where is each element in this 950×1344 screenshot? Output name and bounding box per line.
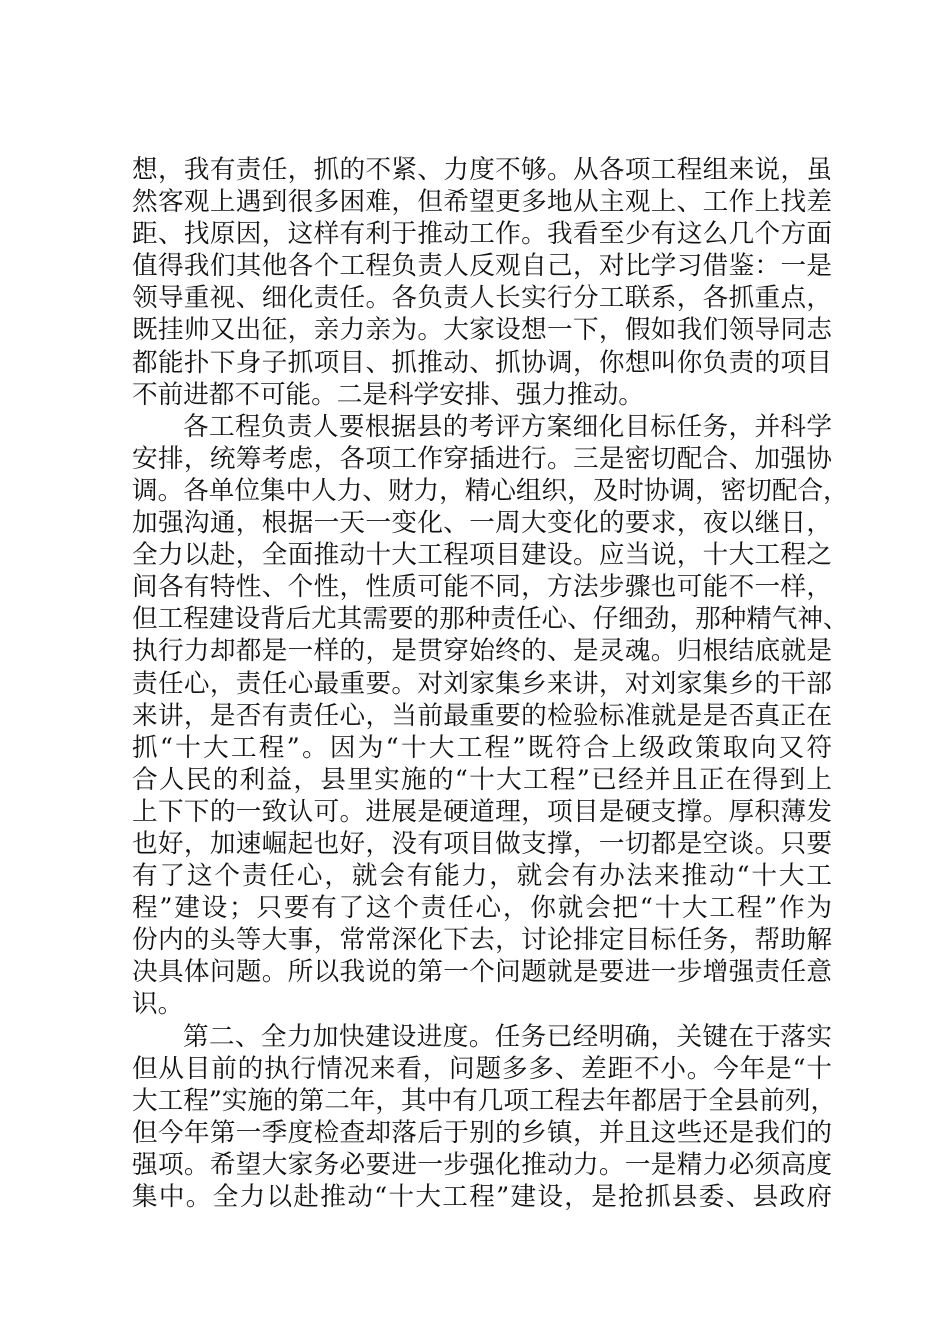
text-line: 但从目前的执行情况来看，问题多多、差距不小。今年是“十 <box>132 1053 832 1084</box>
text-line: 决具体问题。所以我说的第一个问题就是要进一步增强责任意 <box>132 957 832 988</box>
text-line: 不前进都不可能。二是科学安排、强力推动。 <box>132 379 644 410</box>
text-line: 份内的头等大事，常常深化下去，讨论排定目标任务，帮助解 <box>132 925 832 956</box>
text-line: 来讲，是否有责任心，当前最重要的检验标准就是是否真正在 <box>132 700 832 731</box>
text-line: 有了这个责任心，就会有能力，就会有办法来推动“十大工 <box>132 861 832 892</box>
text-line: 合人民的利益，县里实施的“十大工程”已经并且正在得到上 <box>132 764 832 795</box>
text-line: 间各有特性、个性，性质可能不同，方法步骤也可能不一样， <box>132 572 832 603</box>
text-line: 但今年第一季度检查却落后于别的乡镇，并且这些还是我们的 <box>132 1117 832 1148</box>
paragraph-start-line: 第二、全力加快建设进度。任务已经明确，关键在于落实 <box>183 1021 832 1052</box>
text-line: 全力以赴，全面推动十大工程项目建设。应当说，十大工程之 <box>132 540 832 571</box>
text-line: 值得我们其他各个工程负责人反观自己，对比学习借鉴：一是 <box>132 251 832 282</box>
text-line: 抓“十大工程”。因为“十大工程”既符合上级政策取向又符 <box>132 732 832 763</box>
text-line: 领导重视、细化责任。各负责人长实行分工联系，各抓重点， <box>132 283 832 314</box>
text-line: 大工程”实施的第二年，其中有几项工程去年都居于全县前列， <box>132 1085 837 1116</box>
text-line: 调。各单位集中人力、财力，精心组织，及时协调，密切配合， <box>132 475 849 506</box>
text-line: 然客观上遇到很多困难，但希望更多地从主观上、工作上找差 <box>132 187 832 218</box>
text-line: 加强沟通，根据一天一变化、一周大变化的要求，夜以继日， <box>132 508 832 539</box>
text-line: 识。 <box>132 989 184 1020</box>
text-line: 距、找原因，这样有利于推动工作。我看至少有这么几个方面 <box>132 219 832 250</box>
text-line: 程”建设；只要有了这个责任心，你就会把“十大工程”作为 <box>132 893 832 924</box>
paragraph-start-line: 各工程负责人要根据县的考评方案细化目标任务，并科学 <box>183 411 832 442</box>
text-line: 强项。希望大家务必要进一步强化推动力。一是精力必须高度 <box>132 1149 832 1180</box>
text-line: 责任心，责任心最重要。对刘家集乡来讲，对刘家集乡的干部 <box>132 668 832 699</box>
text-line: 安排，统筹考虑，各项工作穿插进行。三是密切配合、加强协 <box>132 443 832 474</box>
text-line: 想，我有责任，抓的不紧、力度不够。从各项工程组来说，虽 <box>132 155 832 185</box>
document-body-text <box>132 154 849 1213</box>
text-line: 执行力却都是一样的，是贯穿始终的、是灵魂。归根结底就是 <box>132 636 832 667</box>
text-line: 集中。全力以赴推动“十大工程”建设，是抢抓县委、县政府 <box>132 1182 832 1212</box>
text-line: 但工程建设背后尤其需要的那种责任心、仔细劲，那种精气神、 <box>132 604 849 635</box>
text-line: 也好，加速崛起也好，没有项目做支撑，一切都是空谈。只要 <box>132 828 832 859</box>
text-line: 都能扑下身子抓项目、抓推动、抓协调，你想叫你负责的项目 <box>132 347 832 378</box>
text-line: 上下下的一致认可。进展是硬道理，项目是硬支撑。厚积薄发 <box>132 796 832 827</box>
text-line: 既挂帅又出征，亲力亲为。大家设想一下，假如我们领导同志 <box>132 315 832 346</box>
